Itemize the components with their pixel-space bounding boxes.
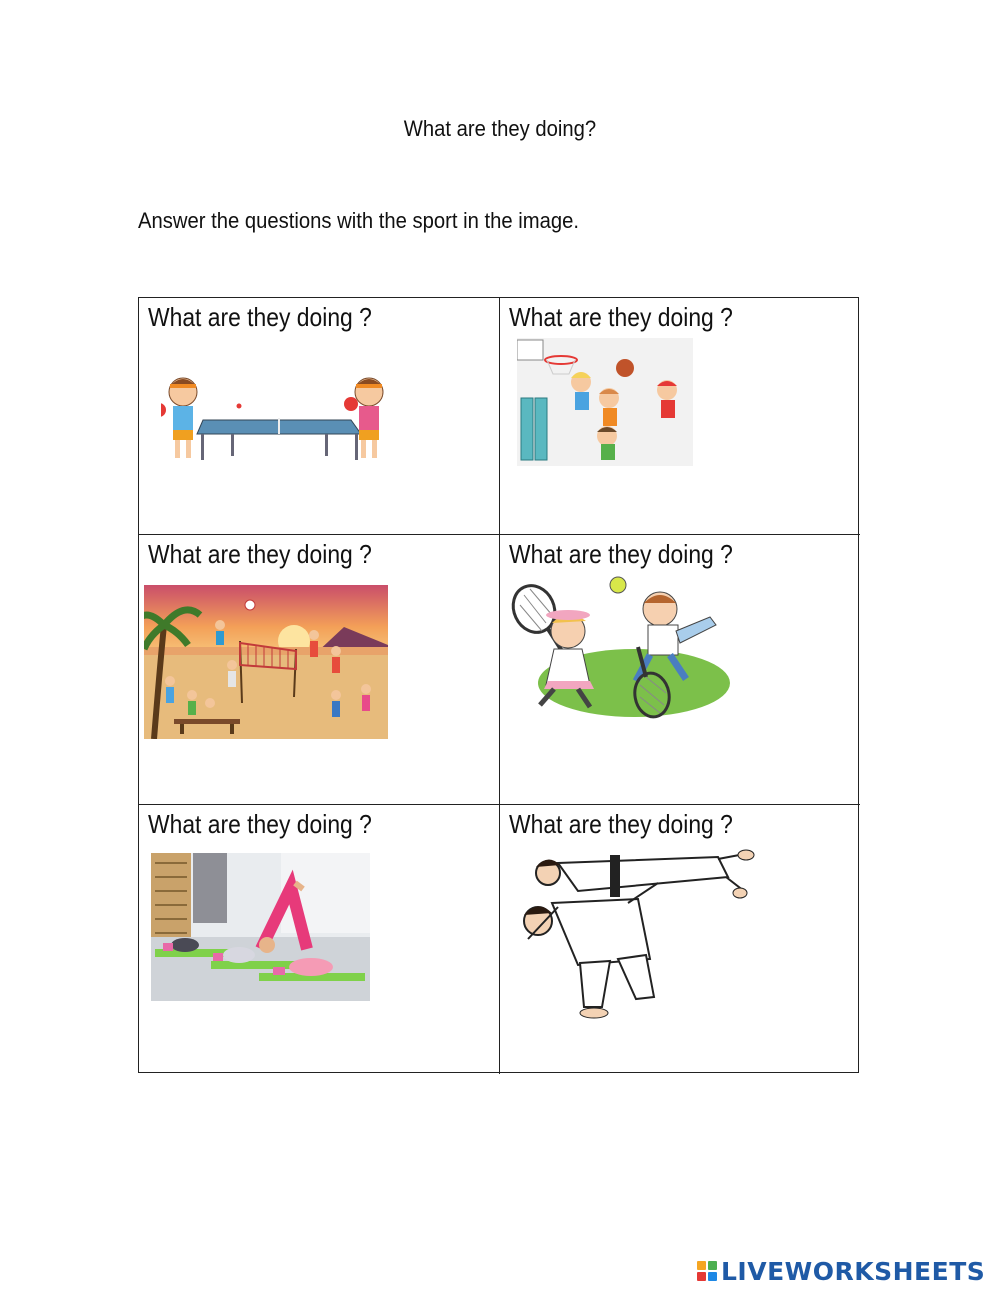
tennis-image [510, 573, 730, 721]
brand-text: LIVEWORKSHEETS [721, 1256, 986, 1286]
question-label: What are they doing ? [148, 809, 372, 839]
page-title: What are they doing? [403, 116, 597, 141]
liveworksheets-logo [697, 1256, 985, 1286]
question-label: What are they doing ? [148, 539, 372, 569]
judo-image [518, 847, 758, 1021]
liveworksheets-icon [697, 1261, 717, 1281]
question-cell-judo [500, 805, 860, 1074]
question-cell-table-tennis [139, 298, 500, 535]
question-cell-basketball [500, 298, 860, 535]
question-label: What are they doing ? [148, 302, 372, 332]
question-cell-yoga [139, 805, 500, 1074]
table-tennis-image [161, 370, 393, 466]
question-label: What are they doing ? [509, 302, 733, 332]
question-cell-tennis [500, 535, 860, 805]
question-label: What are they doing ? [509, 539, 733, 569]
question-label: What are they doing ? [509, 809, 733, 839]
instructions: Answer the questions with the sport in the image. [138, 208, 580, 233]
question-grid [138, 297, 859, 1073]
yoga-image [151, 853, 370, 1001]
beach-volleyball-image [144, 585, 388, 739]
basketball-image [517, 338, 693, 466]
question-cell-beach-volleyball [139, 535, 500, 805]
